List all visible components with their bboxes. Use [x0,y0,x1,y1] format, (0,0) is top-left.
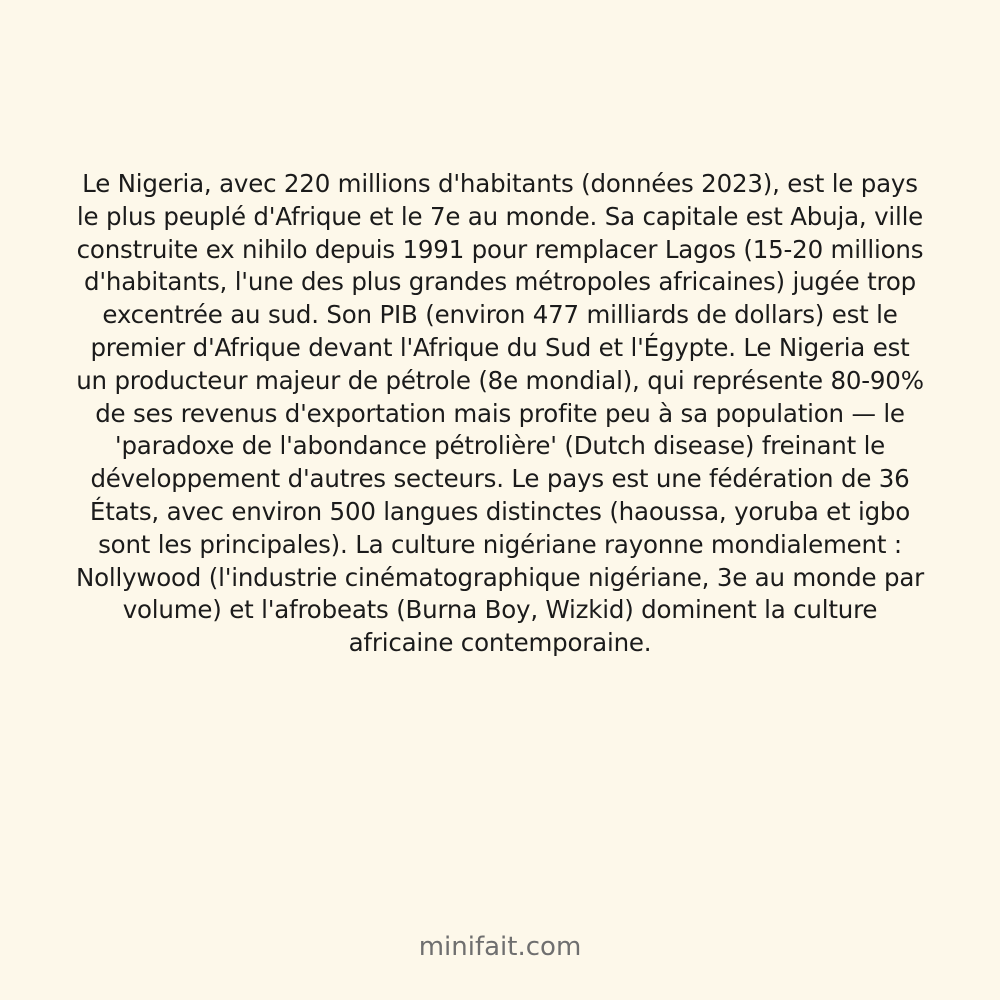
fact-text: Le Nigeria, avec 220 millions d'habitants (données 2023), est le pays le plus peuplé d'Afrique et le 7e au monde. Sa capitale est Abuja, ville construite ex nihilo depuis 1991 pour remplacer Lagos (15-20 millions d'habitants, l'une des plus grandes métropoles africaines) jugée trop excentrée au sud. Son PIB (environ 477 milliards de dollars) est le premier d'Afrique devant l'Afrique du Sud et l'Égypte. Le Nigeria est un producteur majeur de pétrole (8e mondial), qui représente 80-90% de ses revenus d'exportation mais profite peu à sa population — le 'paradoxe de l'abondance pétrolière' (Dutch disease) freinant le développement d'autres secteurs. Le pays est une fédération de 36 États, avec environ 500 langues distinctes (haoussa, yoruba et igbo sont les principales). La culture nigériane rayonne mondialement : Nollywood (l'industrie cinématographique nigériane, 3e au monde par volume) et l'afrobeats (Burna Boy, Wizkid) dominent la culture africaine contemporaine. [75,169,925,658]
site-name: minifait.com [418,932,582,962]
